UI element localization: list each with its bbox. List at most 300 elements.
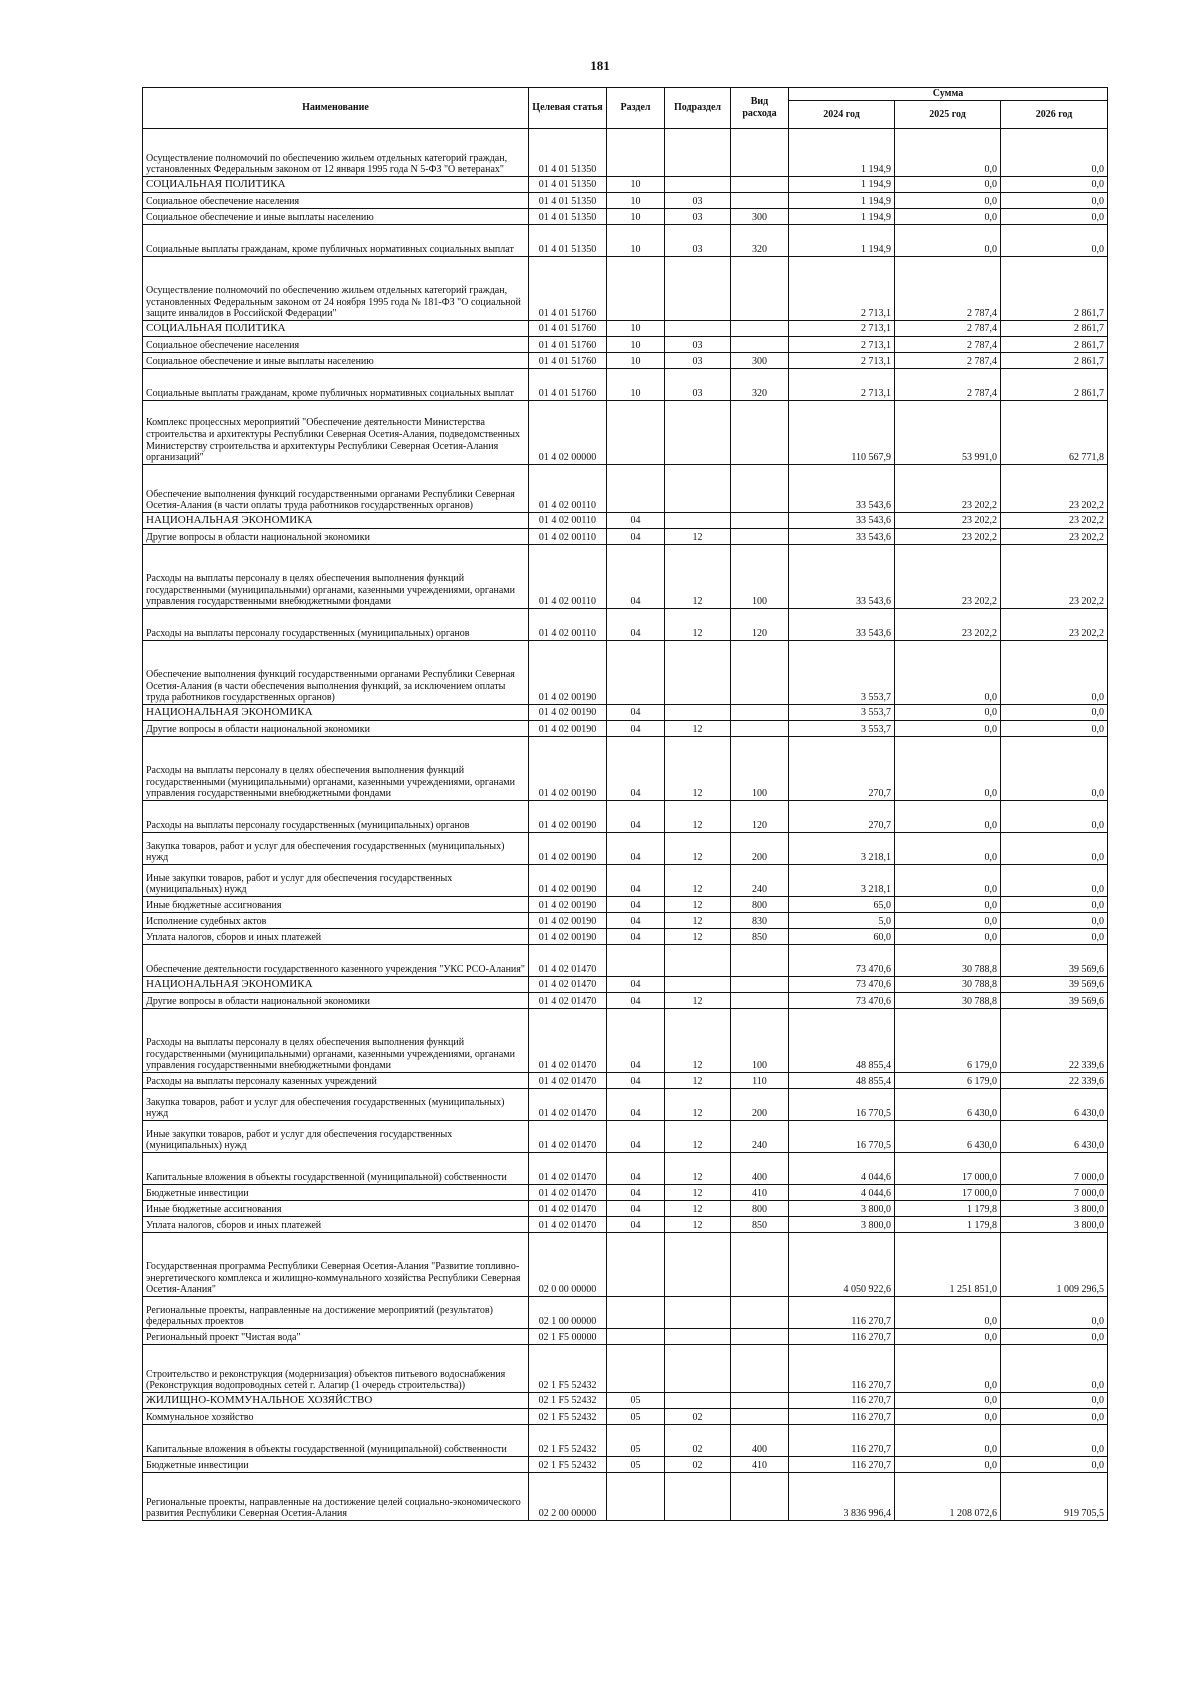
cell-sum-2026: 0,0	[1001, 1409, 1108, 1425]
cell-sum-2026: 23 202,2	[1001, 529, 1108, 545]
cell-expense-type: 830	[731, 913, 789, 929]
cell-expense-type	[731, 193, 789, 209]
cell-subsection	[665, 1393, 731, 1409]
cell-subsection: 12	[665, 721, 731, 737]
cell-subsection: 12	[665, 1217, 731, 1233]
cell-subsection	[665, 401, 731, 465]
cell-expense-type: 800	[731, 897, 789, 913]
cell-expense-type	[731, 977, 789, 993]
cell-section: 04	[607, 513, 665, 529]
cell-name: Другие вопросы в области национальной экономики	[143, 529, 529, 545]
cell-sum-2024: 2 713,1	[789, 257, 895, 321]
cell-subsection	[665, 945, 731, 977]
cell-name: Уплата налогов, сборов и иных платежей	[143, 1217, 529, 1233]
table-row	[143, 993, 1108, 1009]
cell-section: 04	[607, 929, 665, 945]
cell-sum-2024: 3 553,7	[789, 721, 895, 737]
cell-expense-type	[731, 721, 789, 737]
cell-sum-2024: 2 713,1	[789, 353, 895, 369]
cell-sum-2026: 1 009 296,5	[1001, 1233, 1108, 1297]
cell-target-article: 01 4 02 00190	[529, 737, 607, 801]
cell-expense-type	[731, 993, 789, 1009]
cell-target-article: 02 1 F5 52432	[529, 1457, 607, 1473]
table-row	[143, 1393, 1108, 1409]
cell-target-article: 01 4 02 01470	[529, 1201, 607, 1217]
table-row	[143, 209, 1108, 225]
cell-sum-2026: 0,0	[1001, 209, 1108, 225]
cell-target-article: 01 4 02 00190	[529, 929, 607, 945]
cell-section: 04	[607, 737, 665, 801]
cell-name: Иные бюджетные ассигнования	[143, 897, 529, 913]
cell-name: Обеспечение деятельности государственного казенного учреждения "УКС РСО-Алания"	[143, 945, 529, 977]
cell-sum-2026: 2 861,7	[1001, 257, 1108, 321]
table-row	[143, 401, 1108, 465]
cell-subsection	[665, 257, 731, 321]
cell-sum-2025: 23 202,2	[895, 545, 1001, 609]
cell-sum-2026: 0,0	[1001, 737, 1108, 801]
cell-sum-2025: 6 430,0	[895, 1089, 1001, 1121]
cell-expense-type: 850	[731, 929, 789, 945]
table-row	[143, 801, 1108, 833]
cell-subsection: 03	[665, 337, 731, 353]
cell-sum-2025: 30 788,8	[895, 993, 1001, 1009]
cell-expense-type: 400	[731, 1425, 789, 1457]
cell-target-article: 01 4 02 00190	[529, 865, 607, 897]
cell-sum-2024: 270,7	[789, 737, 895, 801]
cell-sum-2026: 6 430,0	[1001, 1121, 1108, 1153]
cell-sum-2026: 0,0	[1001, 193, 1108, 209]
cell-subsection: 12	[665, 897, 731, 913]
cell-section: 04	[607, 1201, 665, 1217]
cell-sum-2025: 0,0	[895, 801, 1001, 833]
cell-sum-2024: 3 553,7	[789, 705, 895, 721]
cell-sum-2024: 33 543,6	[789, 609, 895, 641]
cell-subsection: 02	[665, 1457, 731, 1473]
table-header	[143, 88, 1108, 129]
table-row	[143, 353, 1108, 369]
cell-target-article: 02 1 F5 52432	[529, 1425, 607, 1457]
table-row	[143, 513, 1108, 529]
cell-sum-2025: 0,0	[895, 1393, 1001, 1409]
cell-sum-2026: 7 000,0	[1001, 1185, 1108, 1201]
cell-expense-type	[731, 1345, 789, 1393]
cell-sum-2025: 1 179,8	[895, 1201, 1001, 1217]
cell-name: Социальное обеспечение и иные выплаты населению	[143, 353, 529, 369]
cell-section: 04	[607, 1089, 665, 1121]
cell-sum-2025: 0,0	[895, 929, 1001, 945]
cell-section: 10	[607, 225, 665, 257]
cell-sum-2026: 0,0	[1001, 705, 1108, 721]
cell-sum-2025: 6 430,0	[895, 1121, 1001, 1153]
cell-expense-type	[731, 1297, 789, 1329]
cell-sum-2025: 0,0	[895, 737, 1001, 801]
cell-expense-type	[731, 465, 789, 513]
cell-name: Иные закупки товаров, работ и услуг для обеспечения государственных (муниципальных) нужд	[143, 1121, 529, 1153]
cell-target-article: 01 4 02 00190	[529, 913, 607, 929]
cell-sum-2026: 0,0	[1001, 833, 1108, 865]
table-body	[143, 129, 1108, 1521]
cell-name: Закупка товаров, работ и услуг для обеспечения государственных (муниципальных) нужд	[143, 833, 529, 865]
cell-sum-2025: 6 179,0	[895, 1073, 1001, 1089]
cell-sum-2026: 62 771,8	[1001, 401, 1108, 465]
cell-target-article: 02 1 F5 52432	[529, 1345, 607, 1393]
cell-section: 04	[607, 1153, 665, 1185]
cell-sum-2024: 3 800,0	[789, 1201, 895, 1217]
cell-section: 04	[607, 721, 665, 737]
cell-sum-2025: 0,0	[895, 641, 1001, 705]
cell-sum-2026: 23 202,2	[1001, 609, 1108, 641]
cell-sum-2025: 0,0	[895, 1297, 1001, 1329]
cell-subsection	[665, 641, 731, 705]
cell-subsection: 12	[665, 1201, 731, 1217]
cell-sum-2026: 0,0	[1001, 177, 1108, 193]
cell-sum-2024: 270,7	[789, 801, 895, 833]
cell-section	[607, 1473, 665, 1521]
cell-subsection: 12	[665, 1009, 731, 1073]
cell-section	[607, 1233, 665, 1297]
cell-expense-type: 200	[731, 1089, 789, 1121]
cell-subsection: 12	[665, 1153, 731, 1185]
cell-sum-2024: 33 543,6	[789, 545, 895, 609]
cell-expense-type	[731, 1329, 789, 1345]
table-row	[143, 865, 1108, 897]
table-row	[143, 1329, 1108, 1345]
cell-target-article: 01 4 02 01470	[529, 945, 607, 977]
cell-section: 10	[607, 337, 665, 353]
cell-subsection	[665, 513, 731, 529]
cell-target-article: 01 4 02 00190	[529, 705, 607, 721]
cell-sum-2026: 3 800,0	[1001, 1201, 1108, 1217]
cell-expense-type: 200	[731, 833, 789, 865]
table-row	[143, 1233, 1108, 1297]
cell-expense-type: 800	[731, 1201, 789, 1217]
cell-name: Закупка товаров, работ и услуг для обеспечения государственных (муниципальных) нужд	[143, 1089, 529, 1121]
cell-name: Иные закупки товаров, работ и услуг для обеспечения государственных (муниципальных) нужд	[143, 865, 529, 897]
cell-expense-type: 410	[731, 1457, 789, 1473]
cell-section	[607, 401, 665, 465]
cell-expense-type: 240	[731, 1121, 789, 1153]
cell-subsection: 02	[665, 1409, 731, 1425]
cell-subsection	[665, 1297, 731, 1329]
cell-target-article: 01 4 01 51760	[529, 337, 607, 353]
cell-name: Обеспечение выполнения функций государственными органами Республики Северная Осетия-Алания (в части оплаты труда работников государственных органов)	[143, 465, 529, 513]
header-2025: 2025 год	[895, 101, 1001, 129]
cell-sum-2026: 2 861,7	[1001, 353, 1108, 369]
cell-expense-type	[731, 1393, 789, 1409]
cell-name: НАЦИОНАЛЬНАЯ ЭКОНОМИКА	[143, 705, 529, 721]
cell-target-article: 01 4 02 00110	[529, 529, 607, 545]
cell-sum-2026: 3 800,0	[1001, 1217, 1108, 1233]
cell-sum-2025: 0,0	[895, 193, 1001, 209]
cell-section: 05	[607, 1393, 665, 1409]
table-row	[143, 1345, 1108, 1393]
cell-sum-2026: 0,0	[1001, 721, 1108, 737]
cell-sum-2026: 0,0	[1001, 1457, 1108, 1473]
cell-sum-2025: 1 251 851,0	[895, 1233, 1001, 1297]
cell-sum-2025: 0,0	[895, 913, 1001, 929]
cell-sum-2024: 33 543,6	[789, 465, 895, 513]
cell-expense-type: 400	[731, 1153, 789, 1185]
cell-subsection: 03	[665, 225, 731, 257]
table-row	[143, 721, 1108, 737]
cell-sum-2025: 0,0	[895, 897, 1001, 913]
table-row	[143, 897, 1108, 913]
cell-section: 10	[607, 321, 665, 337]
cell-sum-2024: 3 218,1	[789, 865, 895, 897]
cell-section: 04	[607, 977, 665, 993]
cell-section: 04	[607, 833, 665, 865]
cell-sum-2024: 4 050 922,6	[789, 1233, 895, 1297]
cell-target-article: 01 4 01 51350	[529, 209, 607, 225]
cell-section: 05	[607, 1457, 665, 1473]
cell-subsection	[665, 177, 731, 193]
cell-sum-2026: 6 430,0	[1001, 1089, 1108, 1121]
cell-name: Социальное обеспечение населения	[143, 337, 529, 353]
cell-name: Комплекс процессных мероприятий "Обеспечение деятельности Министерства строительства и архитектуры Республики Северная Осетия-Алания, подведомственных Министерству строительства и архитектуры Республики Северная Осетия-Алания организаций"	[143, 401, 529, 465]
cell-subsection: 12	[665, 609, 731, 641]
cell-target-article: 01 4 01 51760	[529, 257, 607, 321]
cell-target-article: 01 4 02 01470	[529, 993, 607, 1009]
cell-sum-2025: 0,0	[895, 1457, 1001, 1473]
cell-target-article: 01 4 02 01470	[529, 1185, 607, 1201]
cell-subsection: 12	[665, 929, 731, 945]
cell-expense-type	[731, 401, 789, 465]
cell-sum-2025: 23 202,2	[895, 529, 1001, 545]
cell-expense-type: 300	[731, 353, 789, 369]
header-section: Раздел	[607, 88, 665, 129]
table-row	[143, 129, 1108, 177]
table-row	[143, 225, 1108, 257]
table-row	[143, 1185, 1108, 1201]
cell-sum-2025: 0,0	[895, 705, 1001, 721]
cell-sum-2026: 0,0	[1001, 929, 1108, 945]
cell-subsection	[665, 465, 731, 513]
table-row	[143, 369, 1108, 401]
cell-target-article: 01 4 01 51350	[529, 129, 607, 177]
cell-target-article: 01 4 02 01470	[529, 1121, 607, 1153]
cell-subsection	[665, 1329, 731, 1345]
cell-subsection	[665, 705, 731, 721]
cell-subsection: 12	[665, 529, 731, 545]
cell-name: Государственная программа Республики Северная Осетия-Алания "Развитие топливно-энергетического комплекса и жилищно-коммунального хозяйства Республики Северная Осетия-Алания"	[143, 1233, 529, 1297]
cell-expense-type: 100	[731, 1009, 789, 1073]
cell-sum-2024: 16 770,5	[789, 1089, 895, 1121]
cell-expense-type: 100	[731, 545, 789, 609]
header-sum: Сумма	[789, 88, 1108, 101]
cell-sum-2026: 919 705,5	[1001, 1473, 1108, 1521]
cell-target-article: 02 1 F5 00000	[529, 1329, 607, 1345]
cell-sum-2024: 1 194,9	[789, 209, 895, 225]
cell-target-article: 01 4 01 51350	[529, 225, 607, 257]
table-row	[143, 977, 1108, 993]
cell-section: 04	[607, 801, 665, 833]
cell-target-article: 01 4 02 00110	[529, 545, 607, 609]
cell-sum-2025: 2 787,4	[895, 257, 1001, 321]
header-2026: 2026 год	[1001, 101, 1108, 129]
cell-section	[607, 257, 665, 321]
cell-name: СОЦИАЛЬНАЯ ПОЛИТИКА	[143, 177, 529, 193]
cell-sum-2026: 22 339,6	[1001, 1073, 1108, 1089]
cell-subsection: 12	[665, 801, 731, 833]
cell-expense-type	[731, 321, 789, 337]
cell-target-article: 01 4 02 00110	[529, 465, 607, 513]
cell-sum-2025: 0,0	[895, 129, 1001, 177]
cell-sum-2024: 116 270,7	[789, 1345, 895, 1393]
table-row	[143, 929, 1108, 945]
table-row	[143, 913, 1108, 929]
cell-section: 10	[607, 177, 665, 193]
cell-expense-type: 120	[731, 801, 789, 833]
table-row	[143, 337, 1108, 353]
table-row	[143, 193, 1108, 209]
cell-sum-2024: 116 270,7	[789, 1425, 895, 1457]
cell-sum-2026: 0,0	[1001, 1393, 1108, 1409]
cell-sum-2026: 23 202,2	[1001, 513, 1108, 529]
cell-subsection: 02	[665, 1425, 731, 1457]
cell-subsection	[665, 977, 731, 993]
cell-subsection: 12	[665, 833, 731, 865]
cell-sum-2026: 0,0	[1001, 865, 1108, 897]
cell-expense-type	[731, 1473, 789, 1521]
table-row	[143, 1409, 1108, 1425]
header-expense-type: Вид расхода	[731, 88, 789, 129]
cell-subsection: 12	[665, 545, 731, 609]
cell-sum-2025: 0,0	[895, 209, 1001, 225]
cell-name: НАЦИОНАЛЬНАЯ ЭКОНОМИКА	[143, 513, 529, 529]
cell-sum-2025: 1 179,8	[895, 1217, 1001, 1233]
cell-subsection: 03	[665, 193, 731, 209]
cell-name: Исполнение судебных актов	[143, 913, 529, 929]
cell-name: Расходы на выплаты персоналу в целях обеспечения выполнения функций государственными (муниципальными) органами, казенными учреждениями, органами управления государственными внебюджетными фондами	[143, 737, 529, 801]
cell-sum-2026: 2 861,7	[1001, 369, 1108, 401]
cell-name: НАЦИОНАЛЬНАЯ ЭКОНОМИКА	[143, 977, 529, 993]
cell-expense-type	[731, 513, 789, 529]
cell-expense-type: 100	[731, 737, 789, 801]
cell-target-article: 01 4 01 51760	[529, 353, 607, 369]
cell-expense-type	[731, 129, 789, 177]
cell-section: 04	[607, 1185, 665, 1201]
cell-section	[607, 465, 665, 513]
cell-target-article: 02 1 F5 52432	[529, 1409, 607, 1425]
cell-sum-2024: 4 044,6	[789, 1153, 895, 1185]
cell-name: Осуществление полномочий по обеспечению жильем отдельных категорий граждан, установленных Федеральным законом от 24 ноября 1995 года № 181-ФЗ "О социальной защите инвалидов в Российской Федерации"	[143, 257, 529, 321]
cell-sum-2024: 2 713,1	[789, 369, 895, 401]
cell-target-article: 02 2 00 00000	[529, 1473, 607, 1521]
table-row	[143, 545, 1108, 609]
table-row	[143, 1297, 1108, 1329]
cell-target-article: 02 1 F5 52432	[529, 1393, 607, 1409]
cell-sum-2025: 1 208 072,6	[895, 1473, 1001, 1521]
cell-sum-2024: 116 270,7	[789, 1457, 895, 1473]
cell-name: Бюджетные инвестиции	[143, 1457, 529, 1473]
cell-sum-2024: 2 713,1	[789, 321, 895, 337]
cell-target-article: 01 4 02 00190	[529, 833, 607, 865]
cell-sum-2026: 39 569,6	[1001, 977, 1108, 993]
cell-subsection: 12	[665, 865, 731, 897]
cell-sum-2024: 60,0	[789, 929, 895, 945]
cell-sum-2025: 53 991,0	[895, 401, 1001, 465]
cell-sum-2026: 0,0	[1001, 1425, 1108, 1457]
cell-target-article: 01 4 02 00190	[529, 641, 607, 705]
table-row	[143, 529, 1108, 545]
cell-target-article: 01 4 02 01470	[529, 1153, 607, 1185]
cell-subsection: 03	[665, 209, 731, 225]
cell-sum-2024: 110 567,9	[789, 401, 895, 465]
cell-sum-2026: 22 339,6	[1001, 1009, 1108, 1073]
cell-sum-2026: 0,0	[1001, 801, 1108, 833]
cell-expense-type	[731, 257, 789, 321]
cell-sum-2025: 2 787,4	[895, 321, 1001, 337]
cell-sum-2025: 2 787,4	[895, 337, 1001, 353]
cell-section: 10	[607, 209, 665, 225]
cell-sum-2026: 0,0	[1001, 1297, 1108, 1329]
page-number: 181	[590, 58, 610, 73]
cell-name: Уплата налогов, сборов и иных платежей	[143, 929, 529, 945]
table-row	[143, 1121, 1108, 1153]
cell-section: 04	[607, 993, 665, 1009]
cell-subsection	[665, 1233, 731, 1297]
cell-expense-type: 410	[731, 1185, 789, 1201]
cell-target-article: 01 4 02 01470	[529, 1089, 607, 1121]
table-row	[143, 641, 1108, 705]
cell-expense-type: 320	[731, 225, 789, 257]
budget-table	[142, 87, 1108, 1521]
cell-subsection: 12	[665, 993, 731, 1009]
cell-target-article: 01 4 01 51760	[529, 369, 607, 401]
cell-name: Другие вопросы в области национальной экономики	[143, 721, 529, 737]
cell-target-article: 01 4 02 00190	[529, 801, 607, 833]
cell-sum-2024: 33 543,6	[789, 513, 895, 529]
cell-section	[607, 129, 665, 177]
cell-sum-2024: 3 218,1	[789, 833, 895, 865]
cell-sum-2026: 2 861,7	[1001, 321, 1108, 337]
cell-sum-2026: 0,0	[1001, 897, 1108, 913]
cell-sum-2026: 0,0	[1001, 641, 1108, 705]
cell-sum-2025: 0,0	[895, 833, 1001, 865]
cell-expense-type	[731, 177, 789, 193]
cell-sum-2024: 116 270,7	[789, 1297, 895, 1329]
cell-sum-2024: 73 470,6	[789, 977, 895, 993]
cell-sum-2026: 0,0	[1001, 129, 1108, 177]
cell-section: 04	[607, 609, 665, 641]
cell-section: 04	[607, 545, 665, 609]
table-row	[143, 1153, 1108, 1185]
cell-section: 04	[607, 529, 665, 545]
table-row	[143, 609, 1108, 641]
cell-name: СОЦИАЛЬНАЯ ПОЛИТИКА	[143, 321, 529, 337]
cell-sum-2024: 3 800,0	[789, 1217, 895, 1233]
table-row	[143, 833, 1108, 865]
cell-target-article: 01 4 02 00190	[529, 721, 607, 737]
cell-expense-type: 120	[731, 609, 789, 641]
cell-name: Расходы на выплаты персоналу в целях обеспечения выполнения функций государственными (муниципальными) органами, казенными учреждениями, органами управления государственными внебюджетными фондами	[143, 1009, 529, 1073]
cell-sum-2024: 116 270,7	[789, 1329, 895, 1345]
cell-sum-2024: 3 553,7	[789, 641, 895, 705]
cell-sum-2026: 0,0	[1001, 1345, 1108, 1393]
header-2024: 2024 год	[789, 101, 895, 129]
header-target-article: Целевая статья	[529, 88, 607, 129]
cell-section: 04	[607, 913, 665, 929]
cell-name: Социальное обеспечение населения	[143, 193, 529, 209]
cell-name: Капитальные вложения в объекты государственной (муниципальной) собственности	[143, 1153, 529, 1185]
cell-expense-type	[731, 641, 789, 705]
cell-target-article: 01 4 02 01470	[529, 977, 607, 993]
cell-sum-2026: 2 861,7	[1001, 337, 1108, 353]
cell-section: 04	[607, 1009, 665, 1073]
cell-name: Бюджетные инвестиции	[143, 1185, 529, 1201]
cell-sum-2025: 0,0	[895, 1345, 1001, 1393]
cell-section	[607, 1297, 665, 1329]
